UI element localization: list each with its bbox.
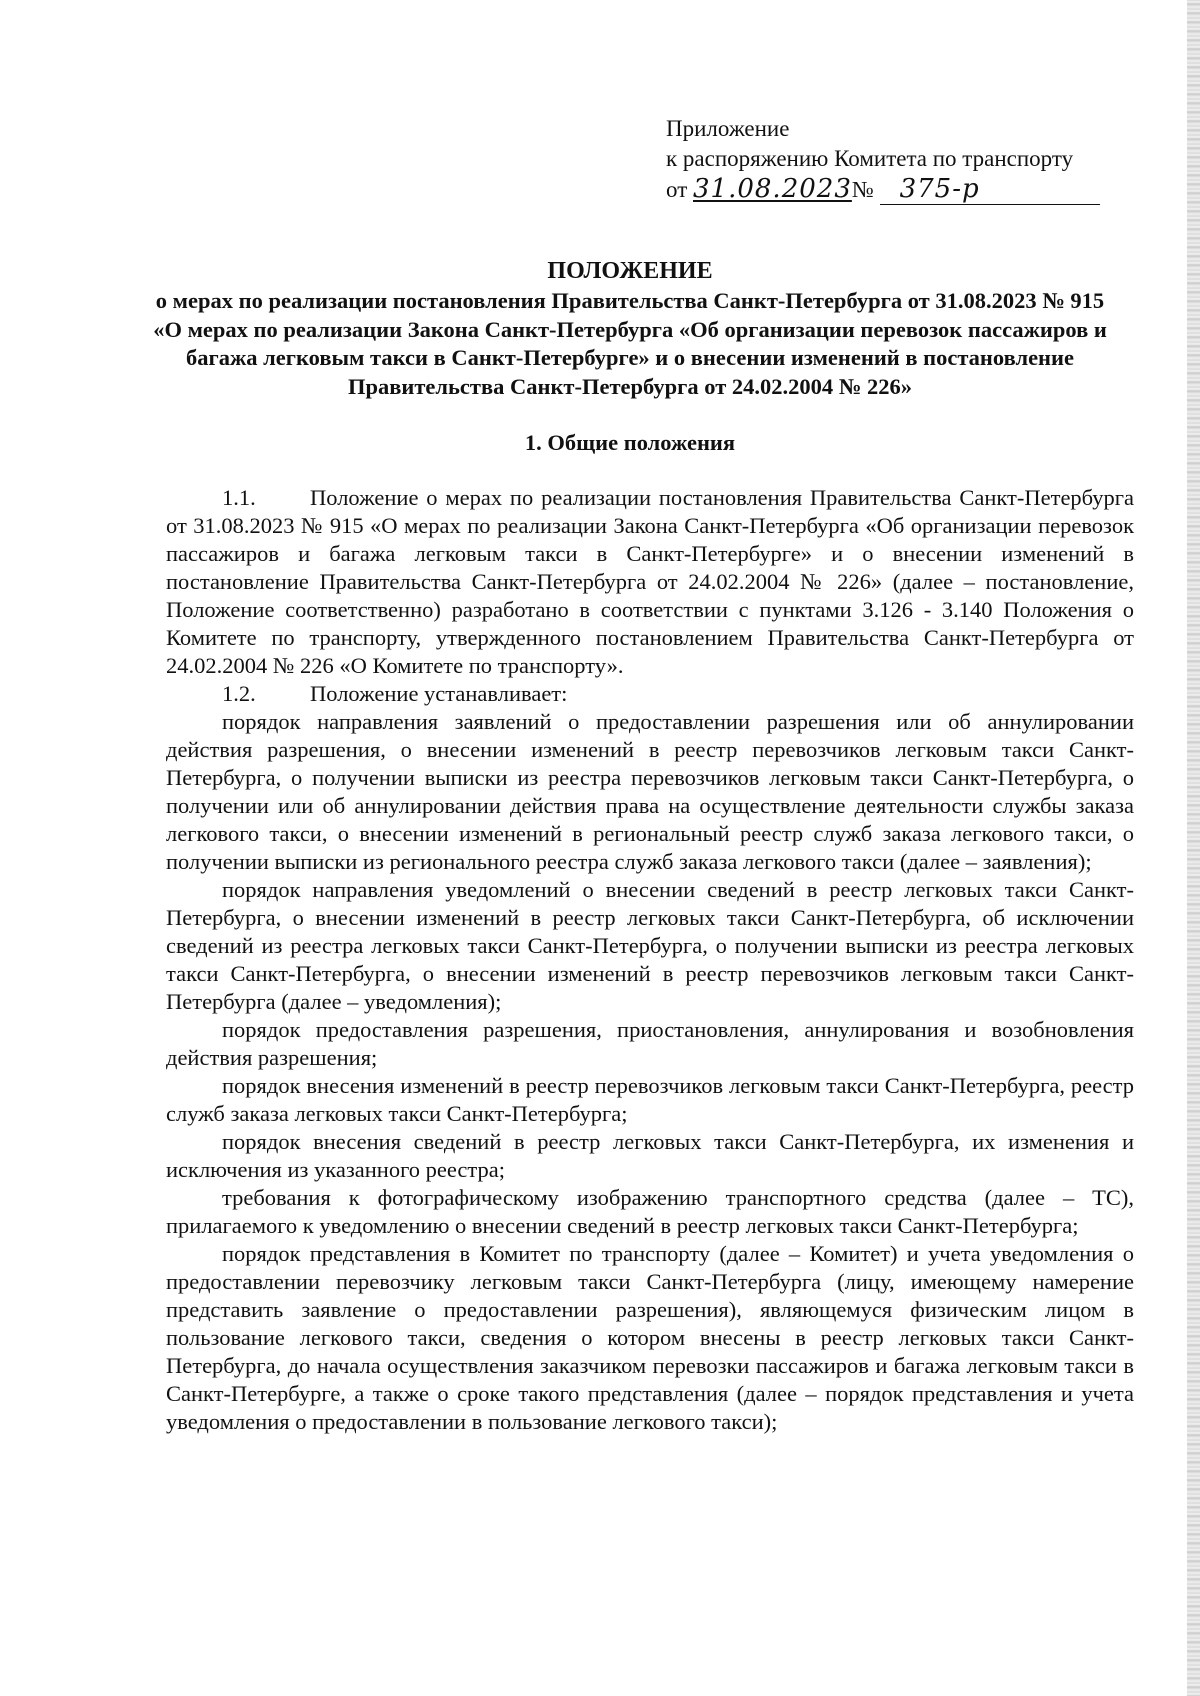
date-prefix: от (666, 177, 688, 202)
scan-edge (1187, 0, 1200, 1696)
list-item: порядок направления уведомлений о внесении сведений в реестр легковых такси Санкт-Петербурга, о внесении изменений в реестр легковых такси Санкт-Петербурга, об исключении сведений из реестра легковых такси Санкт-Петербурга, о получении выписки из реестра легковых такси Санкт-Петербурга, о внесении изменений в реестр перевозчиков легковым такси Санкт-Петербурга (далее – уведомления); (166, 877, 1134, 1014)
list-item: порядок предоставления разрешения, приостановления, аннулирования и возобновления действия разрешения; (166, 1017, 1134, 1070)
handwritten-number: 375-р (880, 174, 1100, 205)
paragraph-text: Положение о мерах по реализации постановления Правительства Санкт-Петербурга от 31.08.2023 № 915 «О мерах по реализации Закона Санкт-Петербурга «Об организации перевозок пассажиров и багажа легковым такси в Санкт-Петербурге» и о внесении изменений в постановление Правительства Санкт-Петербурга от 24.02.2004 № 226» (далее – постановление, Положение соответственно) разработано в соответствии с пунктами 3.126 - 3.140 Положения о Комитете по транспорту, утвержденного постановлением Правительства Санкт-Петербурга от 24.02.2004 № 226 «О Комитете по транспорту». (166, 485, 1134, 678)
list-item: требования к фотографическому изображению транспортного средства (далее – ТС), прилагаемого к уведомлению о внесении сведений в реестр легковых такси Санкт-Петербурга; (166, 1185, 1134, 1238)
number-sign: № (851, 177, 874, 202)
approval-block (666, 114, 1146, 205)
list-item: порядок представления в Комитет по транспорту (далее – Комитет) и учета уведомления о предоставлении перевозчику легковым такси Санкт-Петербурга (лицу, имеющему намерение представить заявление о предоставлении разрешения), являющемуся физическим лицом в пользование легкового такси, сведения о котором внесены в реестр легковых такси Санкт-Петербурга, до начала осуществления заказчиком перевозки пассажиров и багажа легковым такси в Санкт-Петербурге, а также о сроке такого представления (далее – порядок представления и учета уведомления о предоставлении в пользование легкового такси); (166, 1241, 1134, 1434)
document-heading (150, 256, 1110, 401)
list-item: порядок направления заявлений о предоставлении разрешения или об аннулировании действия разрешения, о внесении изменений в реестр перевозчиков легковым такси Санкт-Петербурга, о получении выписки из реестра перевозчиков легковым такси Санкт-Петербурга, о получении или об аннулировании действия права на осуществление деятельности службы заказа легкового такси, о внесении изменений в региональный реестр служб заказа легкового такси, о получении выписки из регионального реестра служб заказа легкового такси (далее – заявления); (166, 709, 1134, 874)
approval-line-2: к распоряжению Комитета по транспорту (666, 146, 1074, 171)
paragraph-text: Положение устанавливает: (310, 681, 568, 706)
document-body (166, 484, 1134, 1436)
paragraph-number: 1.2. (222, 681, 256, 706)
approval-line-1: Приложение (666, 116, 790, 141)
document-subtitle: о мерах по реализации постановления Правительства Санкт-Петербурга от 31.08.2023 № 915 «О мерах по реализации Закона Санкт-Петербурга «Об организации перевозок пассажиров и багажа легковым такси в Санкт-Петербурге» и о внесении изменений в постановление Правительства Санкт-Петербурга от 24.02.2004 № 226» (153, 288, 1107, 399)
approval-date-line (666, 174, 1146, 205)
section-heading: 1. Общие положения (524, 430, 736, 455)
document-title: ПОЛОЖЕНИЕ (547, 258, 713, 284)
paragraph-1-1 (166, 484, 1134, 680)
paragraph-1-2 (166, 680, 1134, 708)
handwritten-date: 31.08.2023 (693, 174, 852, 204)
list-item: порядок внесения изменений в реестр перевозчиков легковым такси Санкт-Петербурга, реестр служб заказа легковых такси Санкт-Петербурга; (166, 1073, 1134, 1126)
list-item: порядок внесения сведений в реестр легковых такси Санкт-Петербурга, их изменения и исключения из указанного реестра; (166, 1129, 1134, 1182)
paragraph-number: 1.1. (222, 485, 256, 510)
